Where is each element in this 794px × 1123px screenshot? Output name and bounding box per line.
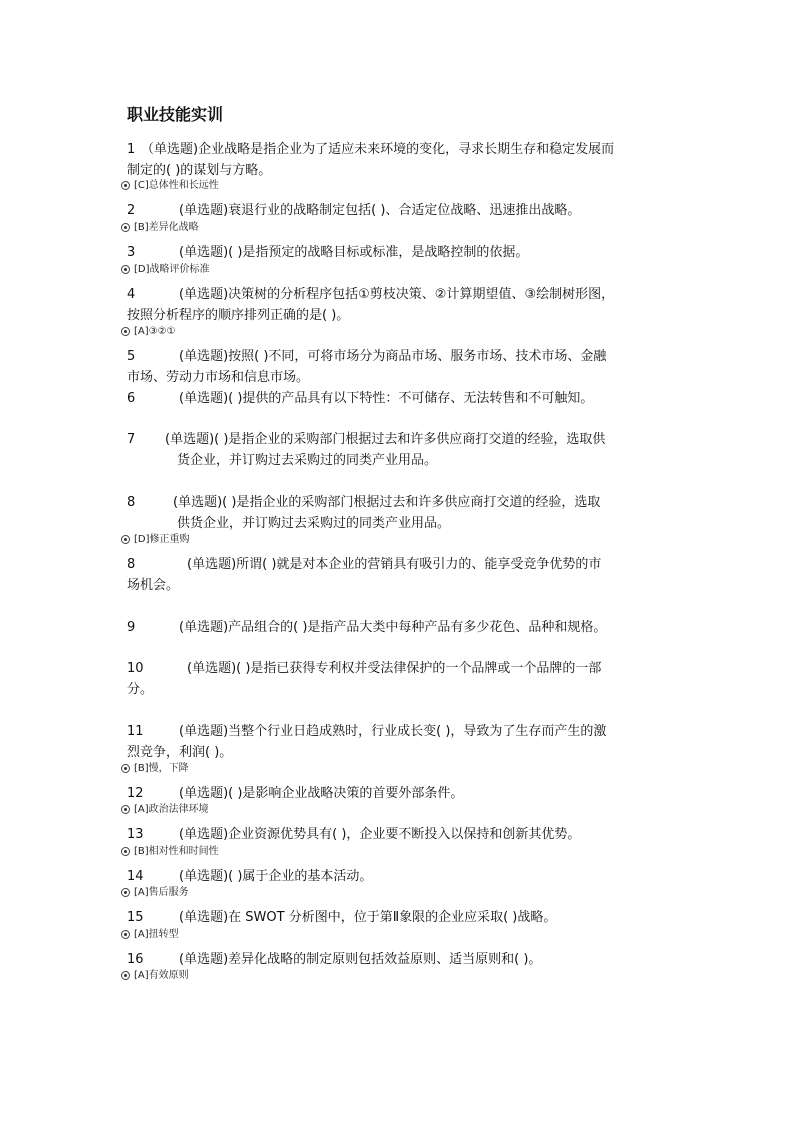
radio-selected-icon[interactable] <box>121 535 130 544</box>
question-14 <box>127 866 683 887</box>
question-number: 13 <box>127 827 144 842</box>
answer-option-13[interactable] <box>121 844 219 859</box>
question-text: (单选题)所谓( )就是对本企业的营销具有吸引力的、能享受竞争优势的市 <box>187 557 602 572</box>
answer-option-14[interactable] <box>121 885 189 900</box>
question-1 <box>127 139 683 181</box>
question-8 <box>127 492 683 534</box>
question-text-cont: 制定的( )的谋划与方略。 <box>127 163 272 178</box>
question-text: (单选题)差异化战略的制定原则包括效益原则、适当原则和( )。 <box>179 952 542 967</box>
question-text: (单选题)( )是指预定的战略目标或标准，是战略控制的依据。 <box>179 245 529 260</box>
question-text: （单选题)企业战略是指企业为了适应未来环境的变化，寻求长期生存和稳定发展而 <box>141 142 615 157</box>
question-text: (单选题)决策树的分析程序包括①剪枝决策、②计算期望值、③绘制树形图， <box>179 287 615 302</box>
question-text-cont: 场机会。 <box>127 578 180 593</box>
question-text: (单选题)( )是指企业的采购部门根据过去和许多供应商打交道的经验，选取 <box>173 495 601 510</box>
question-text: (单选题)( )是影响企业战略决策的首要外部条件。 <box>179 786 464 801</box>
question-8b <box>127 554 683 596</box>
question-11 <box>127 721 683 763</box>
question-number: 3 <box>127 245 136 260</box>
question-text: (单选题)衰退行业的战略制定包括( )、合适定位战略、迅速推出战略。 <box>179 203 581 218</box>
question-number: 16 <box>127 952 144 967</box>
answer-option-8[interactable] <box>121 532 190 547</box>
question-text-cont: 分。 <box>127 682 154 697</box>
question-text: (单选题)当整个行业日趋成熟时，行业成长变( )，导致为了生存而产生的激 <box>179 724 607 739</box>
question-text-cont: 供货企业，并订购过去采购过的同类产业用品。 <box>177 516 451 531</box>
question-text: (单选题)在 SWOT 分析图中，位于第Ⅱ象限的企业应采取( )战略。 <box>179 910 557 925</box>
answer-text: [A]③②① <box>134 326 176 337</box>
question-text: (单选题)产品组合的( )是指产品大类中每种产品有多少花色、品种和规格。 <box>179 620 607 635</box>
question-number: 9 <box>127 620 136 635</box>
answer-text: [A]扭转型 <box>134 929 179 940</box>
question-number: 11 <box>127 724 144 739</box>
answer-text: [A]政治法律环境 <box>134 804 209 815</box>
question-text-cont: 按照分析程序的顺序排列正确的是( )。 <box>127 308 350 323</box>
radio-selected-icon[interactable] <box>121 223 130 232</box>
answer-option-12[interactable] <box>121 802 209 817</box>
answer-text: [A]有效原则 <box>134 970 189 981</box>
question-number: 8 <box>127 557 136 572</box>
answer-text: [C]总体性和长远性 <box>134 180 219 191</box>
answer-option-3[interactable] <box>121 262 210 277</box>
answer-option-2[interactable] <box>121 220 199 235</box>
question-16 <box>127 949 683 970</box>
question-9 <box>127 617 683 638</box>
answer-text: [B]相对性和时间性 <box>134 846 219 857</box>
answer-option-4[interactable] <box>121 324 176 339</box>
question-number: 4 <box>127 287 136 302</box>
answer-text: [B]差异化战略 <box>134 222 199 233</box>
radio-selected-icon[interactable] <box>121 265 130 274</box>
question-number: 6 <box>127 391 136 406</box>
question-text-cont: 货企业，并订购过去采购过的同类产业用品。 <box>177 453 438 468</box>
question-number: 14 <box>127 869 144 884</box>
question-text: (单选题)企业资源优势具有( )，企业要不断投入以保持和创新其优势。 <box>179 827 581 842</box>
question-5 <box>127 346 683 388</box>
question-number: 10 <box>127 661 144 676</box>
page-title: 职业技能实训 <box>127 105 224 124</box>
question-6 <box>127 388 683 409</box>
answer-option-15[interactable] <box>121 927 179 942</box>
question-text: (单选题)按照( )不同，可将市场分为商品市场、服务市场、技术市场、金融 <box>179 349 607 364</box>
question-text: (单选题)( )是指企业的采购部门根据过去和许多供应商打交道的经验，选取供 <box>165 432 606 447</box>
radio-selected-icon[interactable] <box>121 181 130 190</box>
question-text: (单选题)( )提供的产品具有以下特性：不可储存、无法转售和不可触知。 <box>179 391 594 406</box>
radio-selected-icon[interactable] <box>121 971 130 980</box>
question-number: 1 <box>127 142 136 157</box>
question-text-cont: 烈竞争，利润( )。 <box>127 745 233 760</box>
answer-option-11[interactable] <box>121 761 189 776</box>
answer-text: [D]战略评价标准 <box>134 264 210 275</box>
question-4 <box>127 284 683 326</box>
question-text: (单选题)( )属于企业的基本活动。 <box>179 869 373 884</box>
answer-text: [B]慢，下降 <box>134 763 189 774</box>
radio-selected-icon[interactable] <box>121 764 130 773</box>
question-number: 12 <box>127 786 144 801</box>
question-number: 15 <box>127 910 144 925</box>
answer-option-1[interactable] <box>121 178 219 193</box>
answer-text: [D]修正重购 <box>134 534 190 545</box>
answer-option-16[interactable] <box>121 968 189 983</box>
answer-text: [A]售后服务 <box>134 887 189 898</box>
question-13 <box>127 824 683 845</box>
question-2 <box>127 200 683 221</box>
question-number: 5 <box>127 349 136 364</box>
radio-selected-icon[interactable] <box>121 327 130 336</box>
radio-selected-icon[interactable] <box>121 888 130 897</box>
question-7 <box>127 429 683 471</box>
question-text-cont: 市场、劳动力市场和信息市场。 <box>127 370 310 385</box>
question-3 <box>127 242 683 263</box>
question-10 <box>127 658 683 700</box>
question-15 <box>127 907 683 928</box>
question-12 <box>127 783 683 804</box>
question-number: 8 <box>127 495 136 510</box>
radio-selected-icon[interactable] <box>121 930 130 939</box>
question-number: 2 <box>127 203 136 218</box>
radio-selected-icon[interactable] <box>121 805 130 814</box>
question-number: 7 <box>127 432 136 447</box>
radio-selected-icon[interactable] <box>121 847 130 856</box>
question-text: (单选题)( )是指已获得专利权并受法律保护的一个品牌或一个品牌的一部 <box>187 661 602 676</box>
